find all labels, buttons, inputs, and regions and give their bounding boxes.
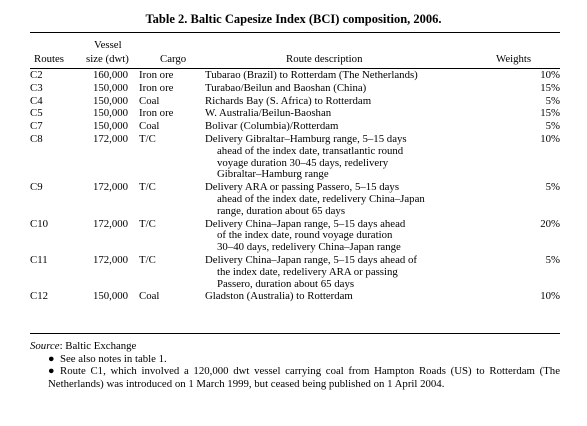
cell-route-description: [205, 133, 500, 181]
note-bullet-1: [30, 353, 560, 366]
cell-weight: 5%: [545, 253, 560, 266]
cell-vessel-size: 172,000: [92, 217, 129, 230]
cell-route: C9: [30, 181, 43, 194]
cell-weight: 10%: [540, 290, 560, 303]
table-row: [30, 181, 560, 217]
note-bullet-2: [30, 365, 560, 390]
cell-cargo: T/C: [139, 253, 156, 266]
header-cargo: Cargo: [160, 53, 187, 65]
header-vessel-line2: size (dwt): [86, 53, 129, 65]
description-line: Richards Bay (S. Africa) to Rotterdam: [205, 94, 372, 107]
cell-cargo: Iron ore: [139, 107, 174, 120]
cell-vessel-size: 172,000: [92, 253, 129, 266]
table-row: [30, 70, 560, 82]
cell-vessel-size: 150,000: [92, 120, 129, 133]
header-vessel-line1: Vessel: [94, 39, 122, 51]
note-text: See also notes in table 1.: [60, 352, 167, 365]
description-line: ahead of the index date, transatlantic round: [217, 144, 404, 157]
cell-vessel-size: 172,000: [92, 181, 129, 194]
cell-weight: 5%: [545, 94, 560, 107]
cell-cargo: T/C: [139, 217, 156, 230]
cell-route-description: [205, 181, 500, 217]
cell-weight: 5%: [545, 120, 560, 133]
description-line: Tubarao (Brazil) to Rotterdam (The Netherlands): [205, 69, 418, 81]
cell-vessel-size: 150,000: [92, 81, 129, 94]
description-line: Turabao/Beilun and Baoshan (China): [205, 81, 367, 94]
table-row: [30, 120, 560, 133]
cell-route-description: [205, 82, 500, 95]
description-line: W. Australia/Beilun-Baoshan: [205, 107, 332, 120]
table-row: [30, 107, 560, 120]
cell-cargo: Coal: [139, 120, 160, 133]
cell-weight: 15%: [540, 81, 560, 94]
cell-route-description: [205, 290, 500, 303]
description-line: Delivery China–Japan range, 5–15 days ahead: [205, 217, 406, 230]
cell-route: C11: [30, 253, 48, 266]
cell-cargo: T/C: [139, 132, 156, 145]
header-weights: Weights: [496, 53, 532, 65]
cell-route: C12: [30, 290, 48, 303]
cell-route: C3: [30, 81, 43, 94]
cell-vessel-size: 150,000: [92, 94, 129, 107]
table-title: Table 2. Baltic Capesize Index (BCI) composition, 2006.: [145, 12, 442, 26]
table-notes: [30, 340, 560, 390]
note-text: Route C1, which involved a 120,000 dwt vessel carrying coal from Hampton Roads (US) to Rotterdam (The Netherlands) was introduced on 1 March 1999, but ceased being published on 1 April 2004.: [48, 365, 560, 390]
cell-route-description: [205, 120, 500, 133]
cell-weight: 10%: [540, 69, 560, 81]
cell-cargo: Coal: [139, 94, 160, 107]
cell-cargo: Iron ore: [139, 81, 174, 94]
cell-vessel-size: 150,000: [92, 107, 129, 120]
description-line: Gibraltar–Hamburg range: [217, 168, 329, 181]
cell-route: C8: [30, 132, 43, 145]
table-header: [30, 36, 560, 68]
cell-weight: 15%: [540, 107, 560, 120]
cell-route: C5: [30, 107, 43, 120]
cell-route-description: [205, 218, 500, 254]
bottom-rule: [30, 333, 560, 334]
cell-cargo: T/C: [139, 181, 156, 194]
table-row: [30, 254, 560, 290]
description-line: 30–40 days, redelivery China–Japan range: [217, 241, 401, 254]
source-label: Source: [30, 340, 60, 352]
table-row: [30, 290, 560, 303]
description-line: voyage duration 30–45 days, redelivery: [217, 156, 389, 169]
description-line: Bolivar (Columbia)/Rotterdam: [205, 120, 339, 133]
cell-route: C7: [30, 120, 43, 133]
cell-route-description: [205, 95, 500, 108]
cell-route-description: [205, 70, 500, 82]
description-line: Gladston (Australia) to Rotterdam: [205, 290, 353, 303]
cell-vessel-size: 172,000: [92, 132, 129, 145]
cell-route: C10: [30, 217, 48, 230]
cell-route-description: [205, 107, 500, 120]
header-route-description: Route description: [286, 53, 363, 65]
table-row: [30, 218, 560, 254]
cell-weight: 10%: [540, 132, 560, 145]
description-line: of the index date, round voyage duration: [217, 229, 393, 242]
source-note: [30, 340, 560, 353]
description-line: Passero, duration about 65 days: [217, 277, 355, 290]
description-line: range, duration about 65 days: [217, 204, 346, 217]
cell-weight: 5%: [545, 181, 560, 194]
description-line: Delivery ARA or passing Passero, 5–15 days: [205, 181, 400, 194]
description-line: ahead of the index date, redelivery China–Japan: [217, 192, 425, 205]
description-line: Delivery China–Japan range, 5–15 days ahead of: [205, 253, 417, 266]
cell-vessel-size: 160,000: [92, 69, 129, 81]
cell-cargo: Coal: [139, 290, 160, 303]
bullet-icon: ●: [48, 365, 55, 377]
cell-weight: 20%: [540, 217, 560, 230]
table-row: [30, 95, 560, 108]
description-line: the index date, redelivery ARA or passing: [217, 265, 398, 278]
bullet-icon: ●: [48, 352, 55, 365]
cell-cargo: Iron ore: [139, 69, 174, 81]
header-routes: Routes: [34, 53, 64, 65]
source-text: : Baltic Exchange: [59, 340, 137, 352]
cell-route: C2: [30, 69, 43, 81]
bci-table-body: [30, 70, 560, 303]
cell-vessel-size: 150,000: [92, 290, 129, 303]
table-row: [30, 133, 560, 181]
top-rule: [30, 32, 560, 33]
table-row: [30, 82, 560, 95]
description-line: Delivery Gibraltar–Hamburg range, 5–15 days: [205, 132, 407, 145]
cell-route-description: [205, 254, 500, 290]
bci-table: [30, 70, 560, 303]
cell-route: C4: [30, 94, 43, 107]
